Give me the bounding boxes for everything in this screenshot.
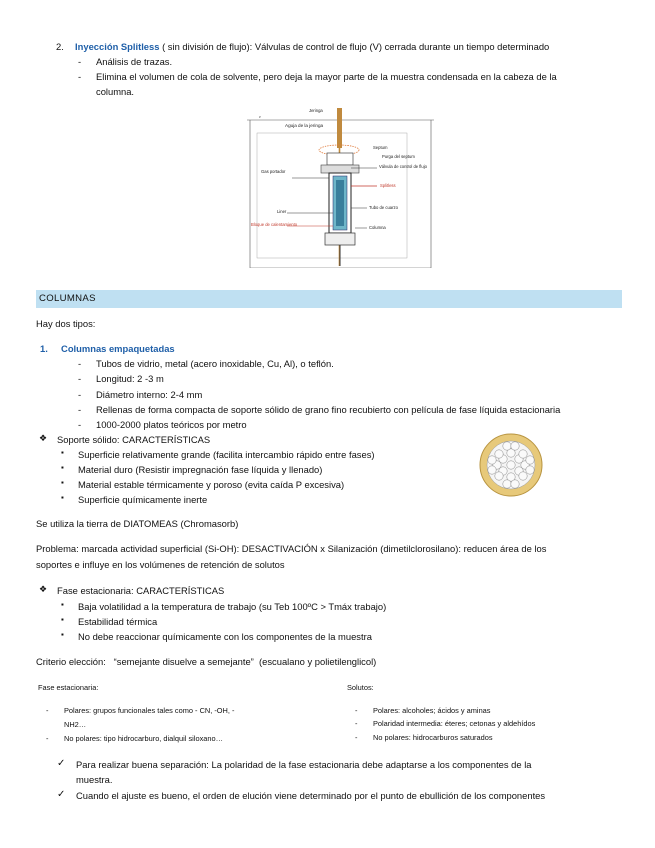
tabla-right-item-3: No polares: hidrocarburos saturados <box>373 733 493 742</box>
diatomeas-text: Se utiliza la tierra de DIATOMEAS (Chromasorb) <box>36 518 239 529</box>
intro-text: Hay dos tipos: <box>36 318 96 329</box>
soporte-item-4: Superficie químicamente inerte <box>78 494 208 505</box>
empaquetadas-heading <box>40 343 175 354</box>
check-icon: ✓ <box>57 758 66 769</box>
label-gas: Gas portador <box>261 169 286 174</box>
dash-bullet: - <box>46 706 49 715</box>
label-columna: Columna <box>369 225 386 230</box>
particle <box>507 461 515 469</box>
square-bullet: ▪ <box>61 463 64 472</box>
dash-bullet: - <box>78 404 82 415</box>
fase-heading: Fase estacionaria: CARACTERÍSTICAS <box>57 585 225 596</box>
dash-bullet: - <box>355 706 358 715</box>
label-purga: Purga del septum <box>382 154 415 159</box>
label-tubo-cuarzo: Tubo de cuarzo <box>369 205 398 210</box>
splitless-bullet-2-cont: columna. <box>96 86 135 97</box>
fase-item-2: Estabilidad térmica <box>78 616 158 627</box>
square-bullet: ▪ <box>61 448 64 457</box>
dash-bullet: - <box>78 389 82 400</box>
section-header-columnas <box>36 290 622 308</box>
particle <box>503 480 511 488</box>
diagram-mark: ᵛ <box>259 115 261 121</box>
square-bullet: ▪ <box>61 600 64 609</box>
label-septum: Septum <box>373 145 388 150</box>
tabla-left-heading: Fase estacionaria: <box>38 683 99 692</box>
label-bloque: Bloque de calentamiento <box>251 222 298 227</box>
diamond-bullet: ❖ <box>39 433 48 443</box>
square-bullet: ▪ <box>61 630 64 639</box>
particle <box>511 442 519 450</box>
particle <box>519 472 527 480</box>
empaquetadas-item-1: Tubos de vidrio, metal (acero inoxidable, Cu, Al), o teflón. <box>96 358 334 369</box>
dash-bullet: - <box>78 358 82 369</box>
particle <box>519 450 527 458</box>
particle <box>503 442 511 450</box>
particle <box>526 466 534 474</box>
tabla-right-item-2: Polaridad intermedia: éteres; cetonas y aldehídos <box>373 719 536 728</box>
check-item-2: Cuando el ajuste es bueno, el orden de elución viene determinado por el punto de ebullición de los componentes <box>76 790 546 801</box>
splitless-bullet-1: Análisis de trazas. <box>96 56 173 67</box>
label-aguja: Aguja de la jeringa <box>285 123 324 128</box>
check-item-1: Para realizar buena separación: La polaridad de la fase estacionaria debe adaptarse a los componentes de la <box>76 759 532 770</box>
problema-line-2: soportes e influye en los volúmenes de retención de solutos <box>36 559 285 570</box>
square-bullet: ▪ <box>61 615 64 624</box>
empaquetadas-item-5: 1000-2000 platos teóricos por metro <box>96 419 247 430</box>
soporte-heading: Soporte sólido: CARACTERÍSTICAS <box>57 434 211 445</box>
tabla-left-item-1-cont: NH2… <box>64 720 87 729</box>
dash-bullet: - <box>46 734 49 743</box>
dash-bullet: - <box>355 733 358 742</box>
particle <box>488 456 496 464</box>
tabla-right-item-1: Polares: alcoholes; ácidos y aminas <box>373 706 491 715</box>
splitless-item <box>56 41 549 52</box>
soporte-item-2: Material duro (Resistir impregnación fase líquida y llenado) <box>78 464 323 475</box>
criterio-text: Criterio elección: “semejante disuelve a semejante” (escualano y polietilenglicol) <box>36 656 377 667</box>
label-liner: Liner <box>277 209 287 214</box>
particle <box>495 472 503 480</box>
cross-section-drawing <box>478 432 544 498</box>
square-bullet: ▪ <box>61 493 64 502</box>
dash-bullet: - <box>78 71 82 82</box>
empaquetadas-title: Columnas empaquetadas <box>61 343 175 354</box>
particle <box>511 480 519 488</box>
splitless-description: ( sin división de flujo): Válvulas de control de flujo (V) cerrada durante un tiempo determinado <box>162 41 550 52</box>
empaquetadas-item-3: Diámetro interno: 2-4 mm <box>96 389 203 400</box>
soporte-item-1: Superficie relativamente grande (facilita intercambio rápido entre fases) <box>78 449 375 460</box>
splitless-injector-diagram <box>247 108 434 268</box>
packed-column-cross-section-image <box>478 432 544 498</box>
particle <box>526 456 534 464</box>
fase-item-3: No debe reaccionar químicamente con los componentes de la muestra <box>78 631 372 642</box>
dash-bullet: - <box>78 56 82 67</box>
splitless-bullet-2: Elimina el volumen de cola de solvente, pero deja la mayor parte de la muestra condensada en la cabeza de la <box>96 71 557 82</box>
label-valvula: Válvula de control de flujo <box>379 164 427 169</box>
splitless-number: 2. <box>56 41 64 52</box>
empaquetadas-item-2: Longitud: 2 -3 m <box>96 373 164 384</box>
dash-bullet: - <box>78 373 82 384</box>
empaquetadas-number: 1. <box>40 343 48 354</box>
square-bullet: ▪ <box>61 478 64 487</box>
soporte-item-3: Material estable térmicamente y poroso (evita caída P excesiva) <box>78 479 345 490</box>
tabla-left-item-2: No polares: tipo hidrocarburo, dialquil siloxano… <box>64 734 223 743</box>
label-jeringa: Jeringa <box>309 108 323 113</box>
tabla-left-item-1: Polares: grupos funcionales tales como - CN, -OH, - <box>64 706 235 715</box>
particle <box>495 450 503 458</box>
dash-bullet: - <box>355 719 358 728</box>
dash-bullet: - <box>78 419 82 430</box>
label-splitless: Splitless <box>380 183 396 188</box>
empaquetadas-item-4: Rellenas de forma compacta de soporte sólido de grano fino recubierto con película de fase líquida estacionaria <box>96 404 561 415</box>
fase-item-1: Baja volatilidad a la temperatura de trabajo (su Teb 100ºC > Tmáx trabajo) <box>78 601 387 612</box>
section-title: COLUMNAS <box>39 293 96 304</box>
injector-drawing <box>247 108 434 268</box>
particle <box>488 466 496 474</box>
problema-line-1: Problema: marcada actividad superficial (Si-OH): DESACTIVACIÓN x Silanización (dimetilclorosilano): reducen área de los <box>36 543 547 554</box>
check-icon: ✓ <box>57 789 66 800</box>
tabla-right-heading: Solutos: <box>347 683 374 692</box>
check-item-1-cont: muestra. <box>76 774 113 785</box>
splitless-title: Inyección Splitless <box>75 41 160 52</box>
diamond-bullet: ❖ <box>39 584 48 594</box>
